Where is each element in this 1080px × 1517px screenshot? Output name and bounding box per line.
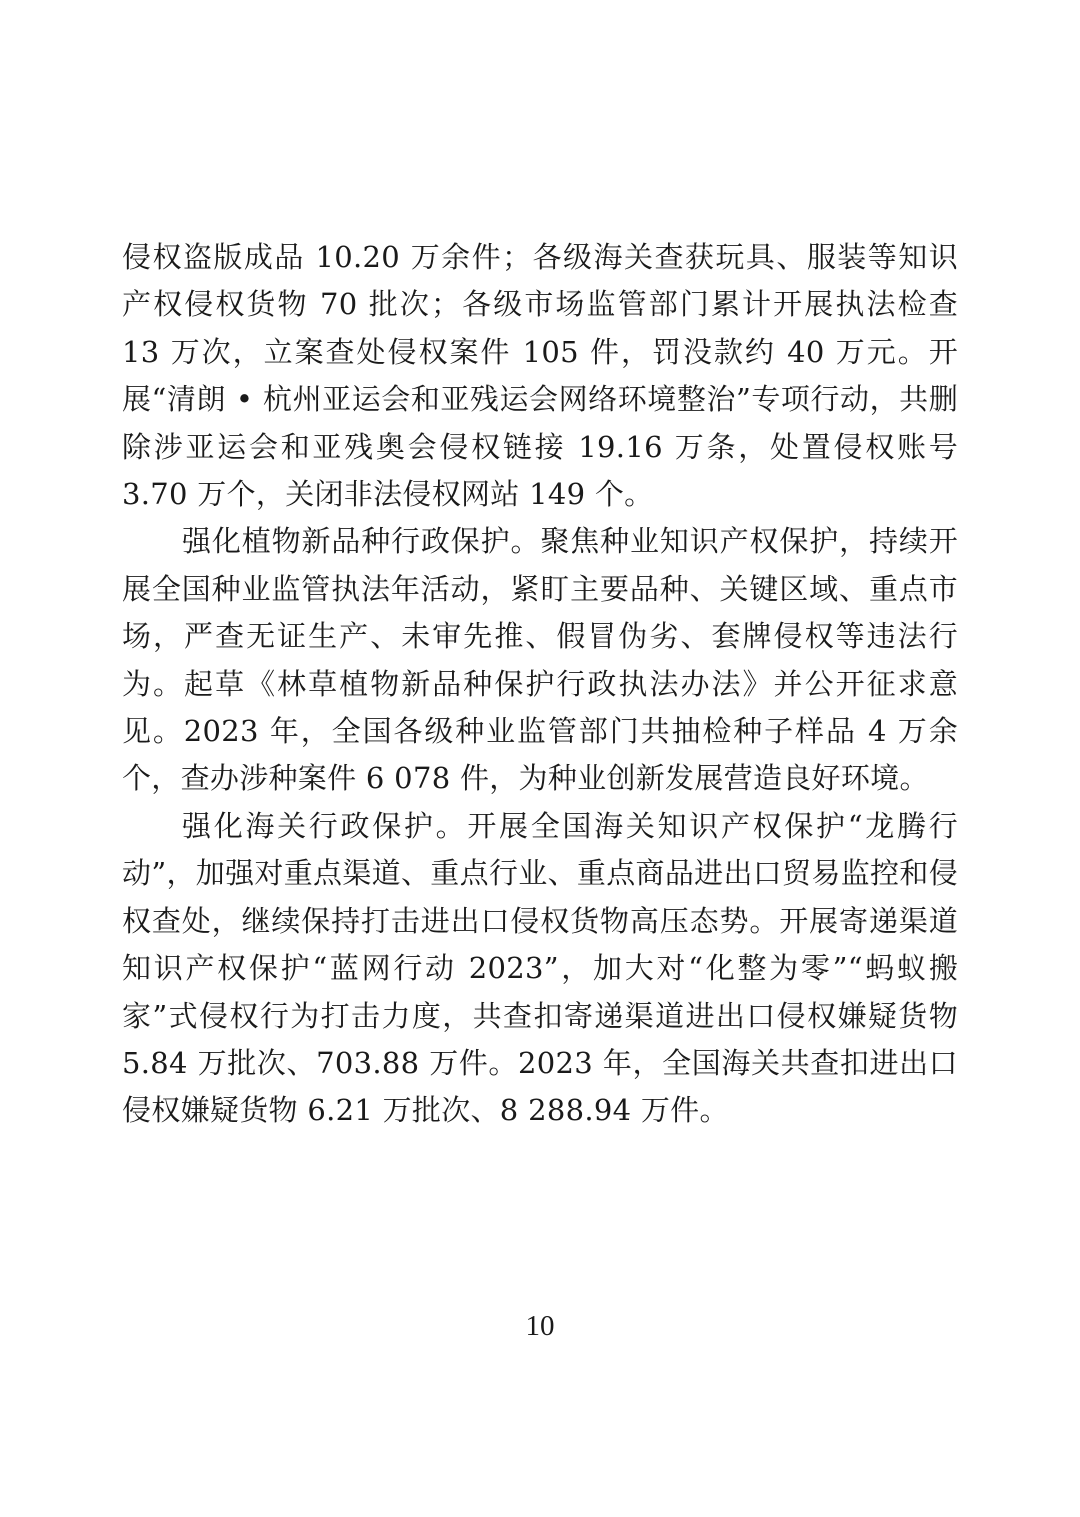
body-text (122, 234, 958, 1135)
paragraph-3-customs-protection: 强化海关行政保护。开展全国海关知识产权保护“龙腾行动”，加强对重点渠道、重点行业、重点商品进出口贸易监控和侵权查处，继续保持打击进出口侵权货物高压态势。开展寄递渠道知识产权保护“蓝网行动 2023”，加大对“化整为零”“蚂蚁搬家”式侵权行为打击力度，共查扣寄递渠道进出口侵权嫌疑货物 5.84 万批次、703.88 万件。2023 年，全国海关共查扣进出口侵权嫌疑货物 6.21 万批次、8 288.94 万件。 (122, 808, 958, 1128)
paragraph-2-plant-variety-protection: 强化植物新品种行政保护。聚焦种业知识产权保护，持续开展全国种业监管执法年活动，紧盯主要品种、关键区域、重点市场，严查无证生产、未审先推、假冒伪劣、套牌侵权等违法行为。起草《林草植物新品种保护行政执法办法》并公开征求意见。2023 年，全国各级种业监管部门共抽检种子样品 4 万余个，查办涉种案件 6 078 件，为种业创新发展营造良好环境。 (122, 524, 958, 796)
paragraph-1: 侵权盗版成品 10.20 万余件；各级海关查获玩具、服装等知识产权侵权货物 70 批次；各级市场监管部门累计开展执法检查 13 万次，立案查处侵权案件 105 件，罚没款约 40 万元。开展“清朗 • 杭州亚运会和亚残运会网络环境整治”专项行动，共删除涉亚运会和亚残奥会侵权链接 19.16 万条，处置侵权账号 3.70 万个，关闭非法侵权网站 149 个。 (122, 240, 958, 512)
page-number: 10 (525, 1310, 555, 1342)
